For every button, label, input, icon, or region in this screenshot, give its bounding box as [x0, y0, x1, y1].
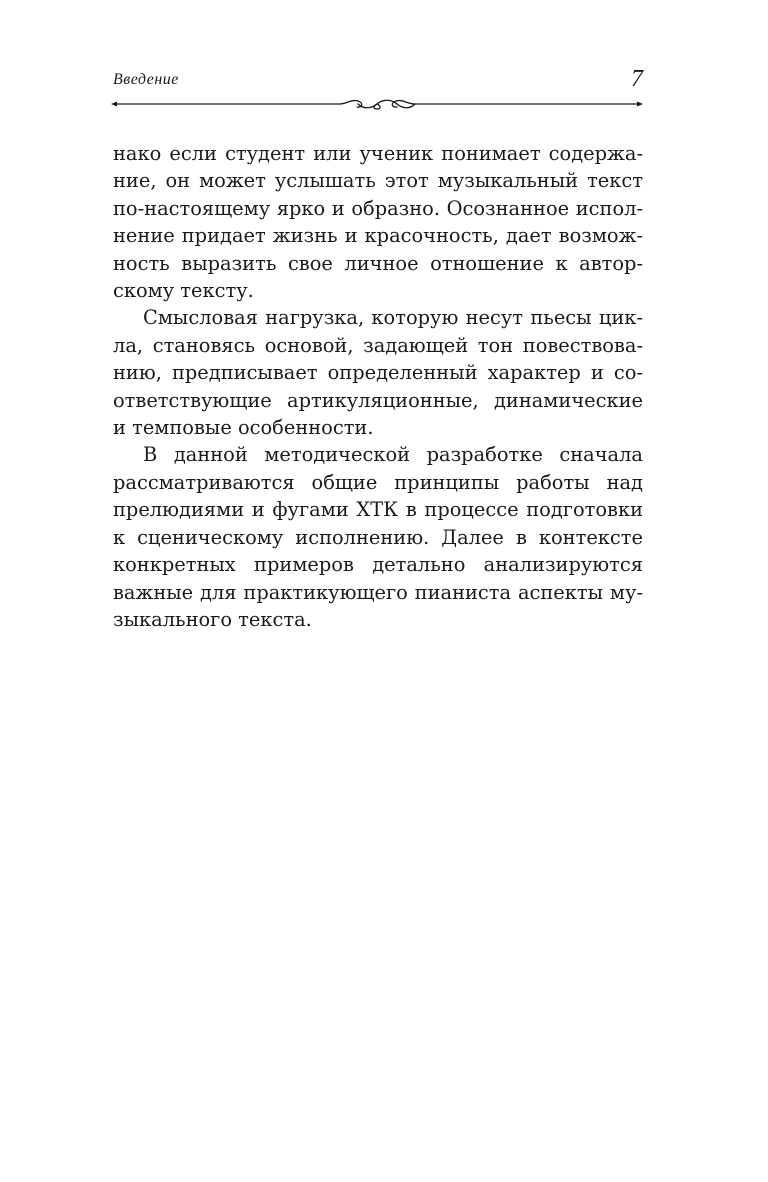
paragraph-2: Смысловая нагрузка, которую несут пьесы цикла, становясь основой, задающей тон повествованию, предписывает определенный характер и соответствующие артикуляционные, динамические и темповые особенности. [113, 306, 643, 440]
paragraph-3: В данной методической разработке сначала рассматриваются общие принципы работы над прелюдиями и фугами ХТК в процессе подготовки к сценическому исполнению. Далее в контексте конкретных примеров детально анализируются важные для практикующего пианиста аспекты музыкального текста. [113, 443, 643, 631]
body-text [113, 140, 643, 633]
section-title: Введение [113, 71, 179, 88]
ornamental-rule [111, 96, 643, 112]
paragraph-1: нако если студент или ученик понимает содержание, он может услышать этот музыкальный текст по-настоящему ярко и образно. Осознанное исполнение придает жизнь и красочность, дает возможность выразить свое личное отношение к авторскому тексту. [113, 142, 643, 303]
page-number: 7 [631, 66, 643, 92]
running-header [113, 66, 643, 96]
